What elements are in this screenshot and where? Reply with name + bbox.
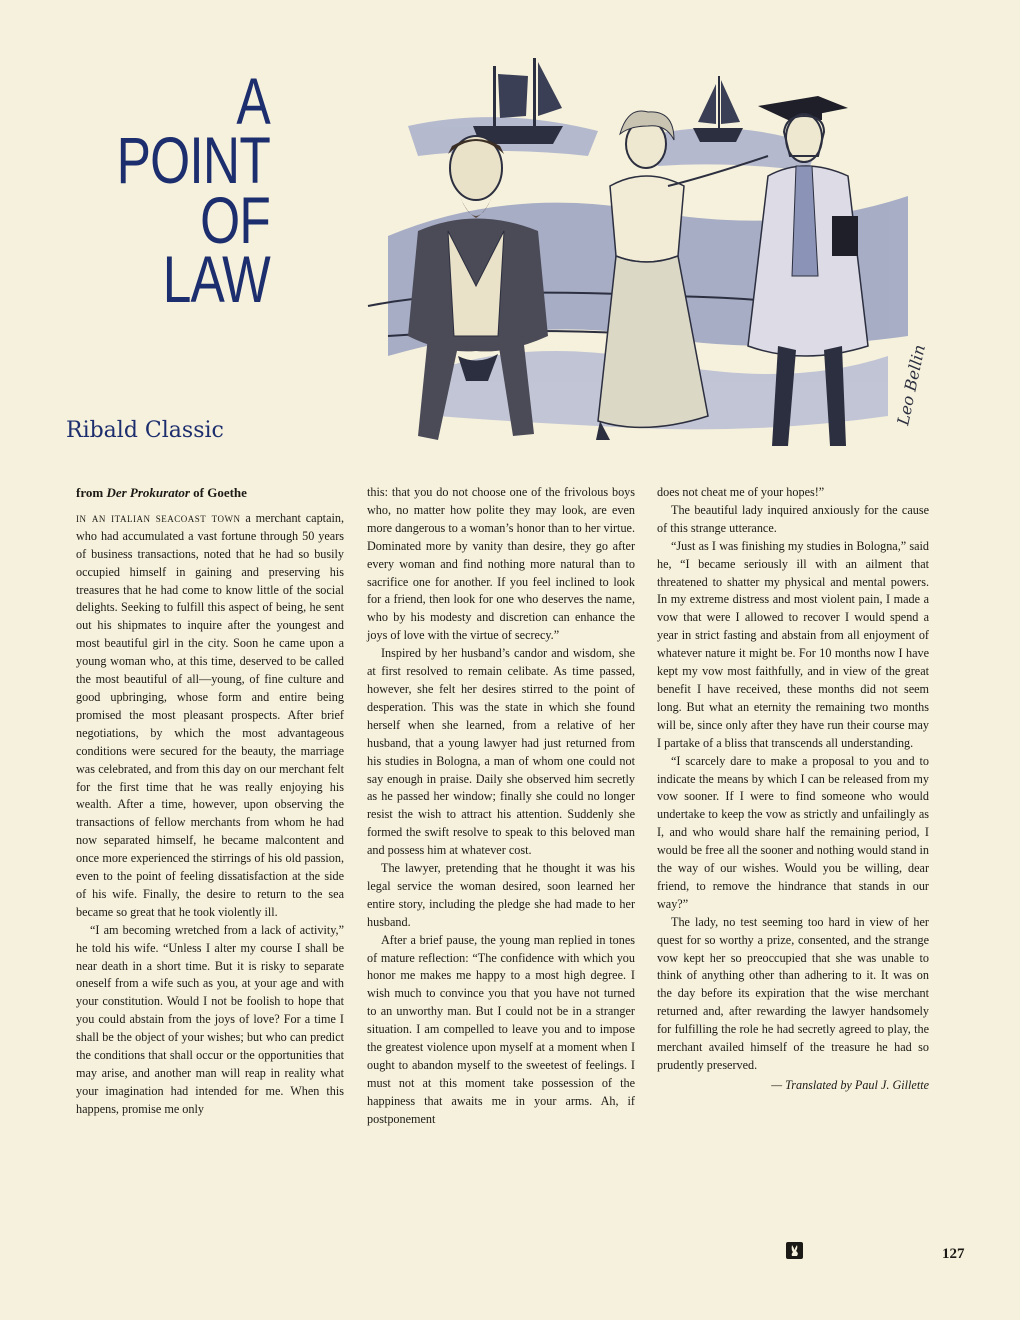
paragraph: “I scarcely dare to make a proposal to you and to indicate the means by which I can be released from my vow sooner. If I were to find someone who would undertake to keep the vow as strictly and unfailingly as I, and who would share half the remaining period, I would be free all the sooner and nothing would stand in the way of our wishes. Would you be willing, dear friend, to remove the hindrance that stands in our way?” <box>657 753 929 911</box>
source-suffix: of Goethe <box>189 485 247 500</box>
illustration <box>348 36 936 460</box>
page-number: 127 <box>942 1246 965 1262</box>
ship-right <box>693 76 743 142</box>
translator-credit: — Translated by Paul J. Gillette <box>771 1077 929 1092</box>
artist-signature: Leo Bellin <box>893 342 929 427</box>
paragraph: “Just as I was finishing my studies in Bologna,” said he, “I became seriously ill with an ailment that threatened to shatter my physical and mental powers. In my extreme distress and most violent pain, I made a vow that were I allowed to recover I would spend a year in strict fasting and abstain from all enjoyment of whatever nature it might be. For 10 months now I have kept my vow most faithfully, and in view of the great benefit I have received, these months did not seem long. But what an eternity the remaining two months will be, since only after they have run their course may I partake of a bliss that transcends all understanding. <box>657 538 929 750</box>
subtitle: Ribald Classic <box>66 418 224 443</box>
paragraph: After a brief pause, the young man replied in tones of mature reflection: “The confidence with which you honor me makes me happy to a most high degree. I wish much to convince you that you have not turned to an unworthy man. But I could not be in a stranger situation. I am compelled to leave you and to impose the greatest violence upon myself at a moment when I ought to abandon myself to the sweetest of feelings. I must not at this moment take possession of the happiness that awaits me in your arms. Ah, if postponement <box>367 932 635 1126</box>
paragraph <box>76 510 344 922</box>
paragraph: The beautiful lady inquired anxiously for the cause of this strange utterance. <box>657 502 929 535</box>
bunny-logo-icon <box>786 1242 803 1259</box>
paragraph-text: a merchant captain, who had accumulated a vast fortune through 50 years of business transactions, noted that he had so busily occupied himself in gaining and preserving his treasures that he had come to know little of the social delights. Seeking to fulfill this aspect of being, he sent out his shipmates to inquire after the youngest and most beautiful girl in the city. Soon he came upon a young woman who, at this time, deserved to be called the most beautiful of all—young, of fine culture and good upbringing, whose form and entire being promised the most pleasant prospects. After brief negotiations, by which the most advantageous conditions were secured for the beauty, the marriage was celebrated, and from this day on our merchant felt for the first time that he was really enjoying his wealth. After a time, however, upon observing the transactions of fellow merchants from whom he had now separated himself, he became malcontent and once more experienced the stirrings of his old passion, even to the point of feeling dissatisfaction at the side of his wife. Finally, the desire to return to the sea became so great that he took violently ill. <box>76 510 344 919</box>
article-body <box>76 484 960 1264</box>
paragraph: The lawyer, pretending that he thought it was his legal service the woman desired, soon learned her entire story, including the pledge she had made to her husband. <box>367 861 635 929</box>
source-line <box>76 484 344 502</box>
paragraph: The lady, no test seeming too hard in view of her quest for so worthy a prize, consented, and the strange vow kept her so preoccupied that she was unable to think of anything other than adhering to it. It was on the day before its expiration that the wise merchant returned and, after rewarding the lawyer handsomely for fulfilling the role he had secretly agreed to play, the merchant availed himself of the treasure he had so prudently preserved. <box>657 914 929 1072</box>
title-line-4: LAW <box>162 242 270 317</box>
title-line-1: A <box>236 64 270 138</box>
lead-in: in an italian seacoast town <box>76 510 241 525</box>
title-line-2: POINT <box>116 123 270 198</box>
ship-left <box>473 58 563 144</box>
title-line-3: OF <box>200 182 270 257</box>
paragraph: does not cheat me of your hopes!” <box>657 485 825 499</box>
column-2 <box>367 484 635 1129</box>
paragraph: this: that you do not choose one of the frivolous boys who, no matter how polite they may look, are even more dangerous to a woman’s honor than to her virtue. Dominated more by vanity than desire, they go after every woman and find nothing more natural than to sacrifice one for another. If you feel inclined to look for a friend, then look for one who deserves the name, who by his modesty and discretion can enhance the joys of love with the virtue of secrecy.” <box>367 485 635 643</box>
source-prefix: from <box>76 485 107 500</box>
article-title <box>60 64 270 317</box>
paragraph: Inspired by her husband’s candor and wisdom, she at first resolved to remain celibate. As time passed, however, she felt her desires stirred to the point of desperation. This was the state in which she found herself when she learned, from a relative of her husband, that a young lawyer had just returned from his studies in Bologna, a man of whom one could not say enough in praise. Daily she observed him secretly as he passed her window; finally she could no longer resist the wish to attract his attention. Suddenly she formed the swift resolve to speak to this beloved man and possess him at whatever cost. <box>367 646 635 858</box>
column-3 <box>657 484 929 1095</box>
source-work: Der Prokurator <box>106 485 190 500</box>
paragraph: “I am becoming wretched from a lack of activity,” he told his wife. “Unless I alter my course I shall be near death in a short time. But it is risky to separate oneself from a wife such as you, at your age and with your constitution. Would I not be foolish to hope that you could abstain from the joys of love? For a time I shall be the object of your wishes; but who can predict the conditions that shall occur or the opportunities that may arise, and another man will reap in reality what your imagination had intended for me. When this happens, promise me only <box>76 922 344 1116</box>
column-1 <box>76 484 344 1119</box>
